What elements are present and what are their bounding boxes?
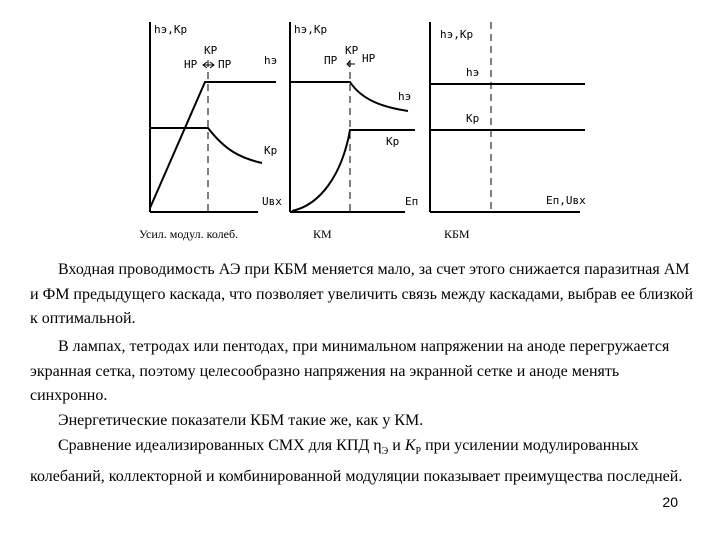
panel1-kr-label: KP — [204, 44, 218, 57]
paragraph-input-conductance: Входная проводимость АЭ при КБМ меняется мало, за счет этого снижается паразитная АМ и ФМ предыдущего каскада, что позволяет увеличить связь между каскадами, выбрав ее близкой к оптимальной. — [30, 261, 694, 327]
panel1-he-curve — [150, 82, 276, 208]
panel-combined-modulation — [430, 22, 586, 241]
page-number: 20 — [662, 494, 678, 510]
panel1-x-label: Uвх — [262, 195, 282, 208]
panel2-pr-label: ПР — [324, 54, 338, 67]
panel2-y-label: hэ,Kp — [294, 23, 328, 36]
panel-amplification — [139, 22, 282, 241]
panel2-caption: КМ — [313, 227, 332, 241]
panel1-pr-label: ПР — [218, 58, 232, 71]
panel2-x-label: Eп — [405, 195, 419, 208]
panel3-y-label: hэ,Kp — [440, 28, 474, 41]
gain-subscript: Р — [415, 446, 422, 458]
panel1-he-label: hэ — [264, 54, 278, 67]
panel3-he-label: hэ — [466, 66, 480, 79]
panel3-caption: КБМ — [444, 227, 470, 241]
panel1-caption: Усил. модул. колеб. — [139, 227, 239, 241]
panel3-x-label: Eп,Uвх — [546, 194, 586, 207]
panel2-np-label: НР — [362, 52, 376, 65]
comparison-text-and: и — [388, 437, 405, 454]
paragraph-screen-grid: В лампах, тетродах или пентодах, при минимальном напряжении на аноде перегружается экранная сетка, поэтому целесообразно напряжения на экранной сетке и аноде менять синхронно. — [30, 338, 670, 404]
panel2-he-curve — [290, 82, 408, 111]
panel1-kp-curve — [150, 128, 262, 163]
panel2-kp-label: Kp — [386, 135, 400, 148]
paragraph-energy-indicators: Энергетические показатели КБМ такие же, как у КМ. — [58, 412, 424, 429]
panel2-kr-label: KP — [345, 44, 359, 57]
gain-symbol: K — [404, 437, 416, 454]
paragraph-comparison — [30, 434, 700, 489]
comparison-text-end: при усилении модулированных колебаний, коллекторной и комбинированной модуляции показывает преимущества последней. — [30, 437, 683, 485]
panel-collector-modulation — [290, 22, 418, 241]
comparison-text-start: Сравнение идеализированных СМХ для КПД — [58, 437, 374, 454]
panel3-kp-label: Kp — [466, 112, 480, 125]
efficiency-symbol: η — [373, 437, 382, 454]
panel2-he-label: hэ — [398, 90, 412, 103]
panel1-kp-label: Kp — [264, 144, 278, 157]
panel1-y-label: hэ,Kp — [154, 23, 188, 36]
panel1-np-label: НР — [184, 58, 198, 71]
modulation-characteristics-figure — [0, 0, 720, 250]
efficiency-subscript: Э — [381, 446, 389, 458]
